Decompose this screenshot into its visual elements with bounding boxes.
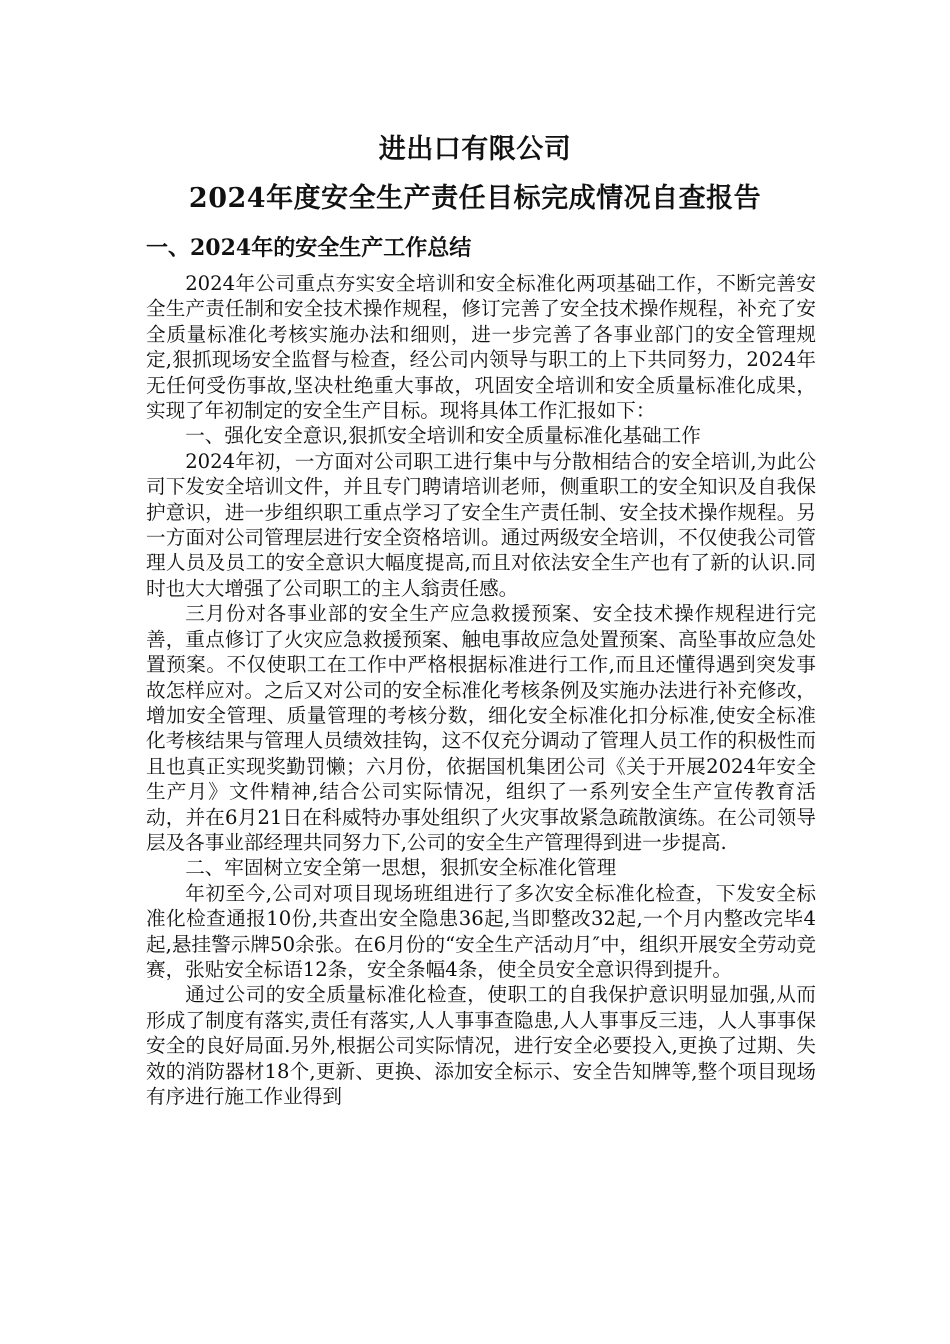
report-body <box>146 271 816 1109</box>
company-title: 进出口有限公司 <box>378 134 572 165</box>
paragraph-intro: 2024年公司重点夯实安全培训和安全标准化两项基础工作，不断完善安全生产责任制和安全技术操作规程，修订完善了安全技术操作规程，补充了安全质量标准化考核实施办法和细则，进一步完善了各事业部门的安全管理规定,狠抓现场安全监督与检查，经公司内领导与职工的上下共同努力，2024年无任何受伤事故,坚决杜绝重大事故，巩固安全培训和安全质量标准化成果，实现了年初制定的安全生产目标。现将具体工作汇报如下： <box>146 272 816 423</box>
paragraph-subheading-1: 一、强化安全意识,狠抓安全培训和安全质量标准化基础工作 <box>185 424 701 448</box>
paragraph-march: 三月份对各事业部的安全生产应急救援预案、安全技术操作规程进行完善，重点修订了火灾应急救援预案、触电事故应急处置预案、高坠事故应急处置预案。不仅使职工在工作中严格根据标准进行工作,而且还懂得遇到突发事故怎样应对。之后又对公司的安全标准化考核条例及实施办法进行补充修改，增加安全管理、质量管理的考核分数，细化安全标准化扣分标准,使安全标准化考核结果与管理人员绩效挂钩，这不仅充分调动了管理人员工作的积极性而且也真正实现奖勤罚懒；六月份，依据国机集团公司《关于开展2024年安全生产月》文件精神,结合公司实际情况，组织了一系列安全生产宣传教育活动，并在6月21日在科威特办事处组织了火灾事故紧急疏散演练。在公司领导层及各事业部经理共同努力下,公司的安全生产管理得到进一步提高. <box>146 602 816 854</box>
report-title: 2024年度安全生产责任目标完成情况自查报告 <box>188 183 762 214</box>
section-heading: 一、2024年的安全生产工作总结 <box>146 235 472 261</box>
paragraph-results: 通过公司的安全质量标准化检查，使职工的自我保护意识明显加强,从而形成了制度有落实,责任有落实,人人事事查隐患,人人事事反三违，人人事事保安全的良好局面.另外,根据公司实际情况，进行安全必要投入,更换了过期、失效的消防器材18个,更新、更换、添加安全标示、安全告知牌等,整个项目现场有序进行施工作业得到 <box>146 983 816 1108</box>
paragraph-inspections: 年初至今,公司对项目现场班组进行了多次安全标准化检查，下发安全标准化检查通报10份,共查出安全隐患36起,当即整改32起,一个月内整改完毕4起,悬挂警示牌50余张。在6月份的“安全生产活动月″中，组织开展安全劳动竞赛，张贴安全标语12条，安全条幅4条，使全员安全意识得到提升。 <box>146 881 816 981</box>
paragraph-training: 2024年初，一方面对公司职工进行集中与分散相结合的安全培训,为此公司下发安全培训文件，并且专门聘请培训老师，侧重职工的安全知识及自我保护意识，进一步组织职工重点学习了安全生产责任制、安全技术操作规程。另一方面对公司管理层进行安全资格培训。通过两级安全培训，不仅使我公司管理人员及员工的安全意识大幅度提高,而且对依法安全生产也有了新的认识.同时也大大增强了公司职工的主人翁责任感。 <box>146 449 816 600</box>
paragraph-subheading-2: 二、牢固树立安全第一思想，狠抓安全标准化管理 <box>185 856 617 880</box>
